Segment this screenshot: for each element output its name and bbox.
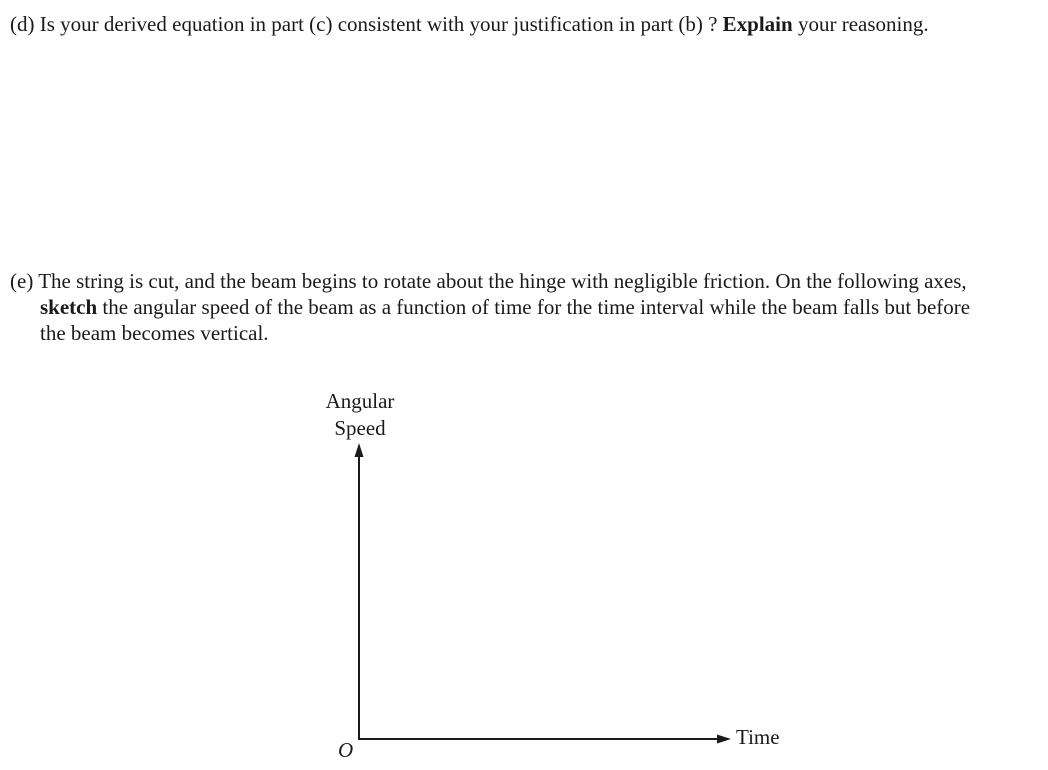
part-e-line-3: the beam becomes vertical. <box>40 321 269 345</box>
part-e-line-2: the angular speed of the beam as a function of time for the time interval while the beam falls but before <box>97 295 971 319</box>
x-axis-label: Time <box>736 725 780 749</box>
origin-label: O <box>338 738 354 762</box>
answer-area-part-d[interactable] <box>10 45 1040 255</box>
y-axis-label-line-2: Speed <box>334 416 386 440</box>
part-d-label: (d) <box>10 12 35 36</box>
part-d-bold-instruction: Explain <box>722 12 793 36</box>
part-e-label: (e) <box>10 269 34 293</box>
part-d-text: Is your derived equation in part (c) consistent with your justification in part (b) ? <box>39 12 723 36</box>
sketch-area[interactable] <box>360 445 730 737</box>
part-e-line-1: The string is cut, and the beam begins to rotate about the hinge with negligible friction. On the following axes, <box>38 269 967 293</box>
y-axis-label-line-1: Angular <box>325 389 395 413</box>
part-e-bold-instruction: sketch <box>40 295 98 319</box>
part-d-text-end: your reasoning. <box>792 12 929 36</box>
